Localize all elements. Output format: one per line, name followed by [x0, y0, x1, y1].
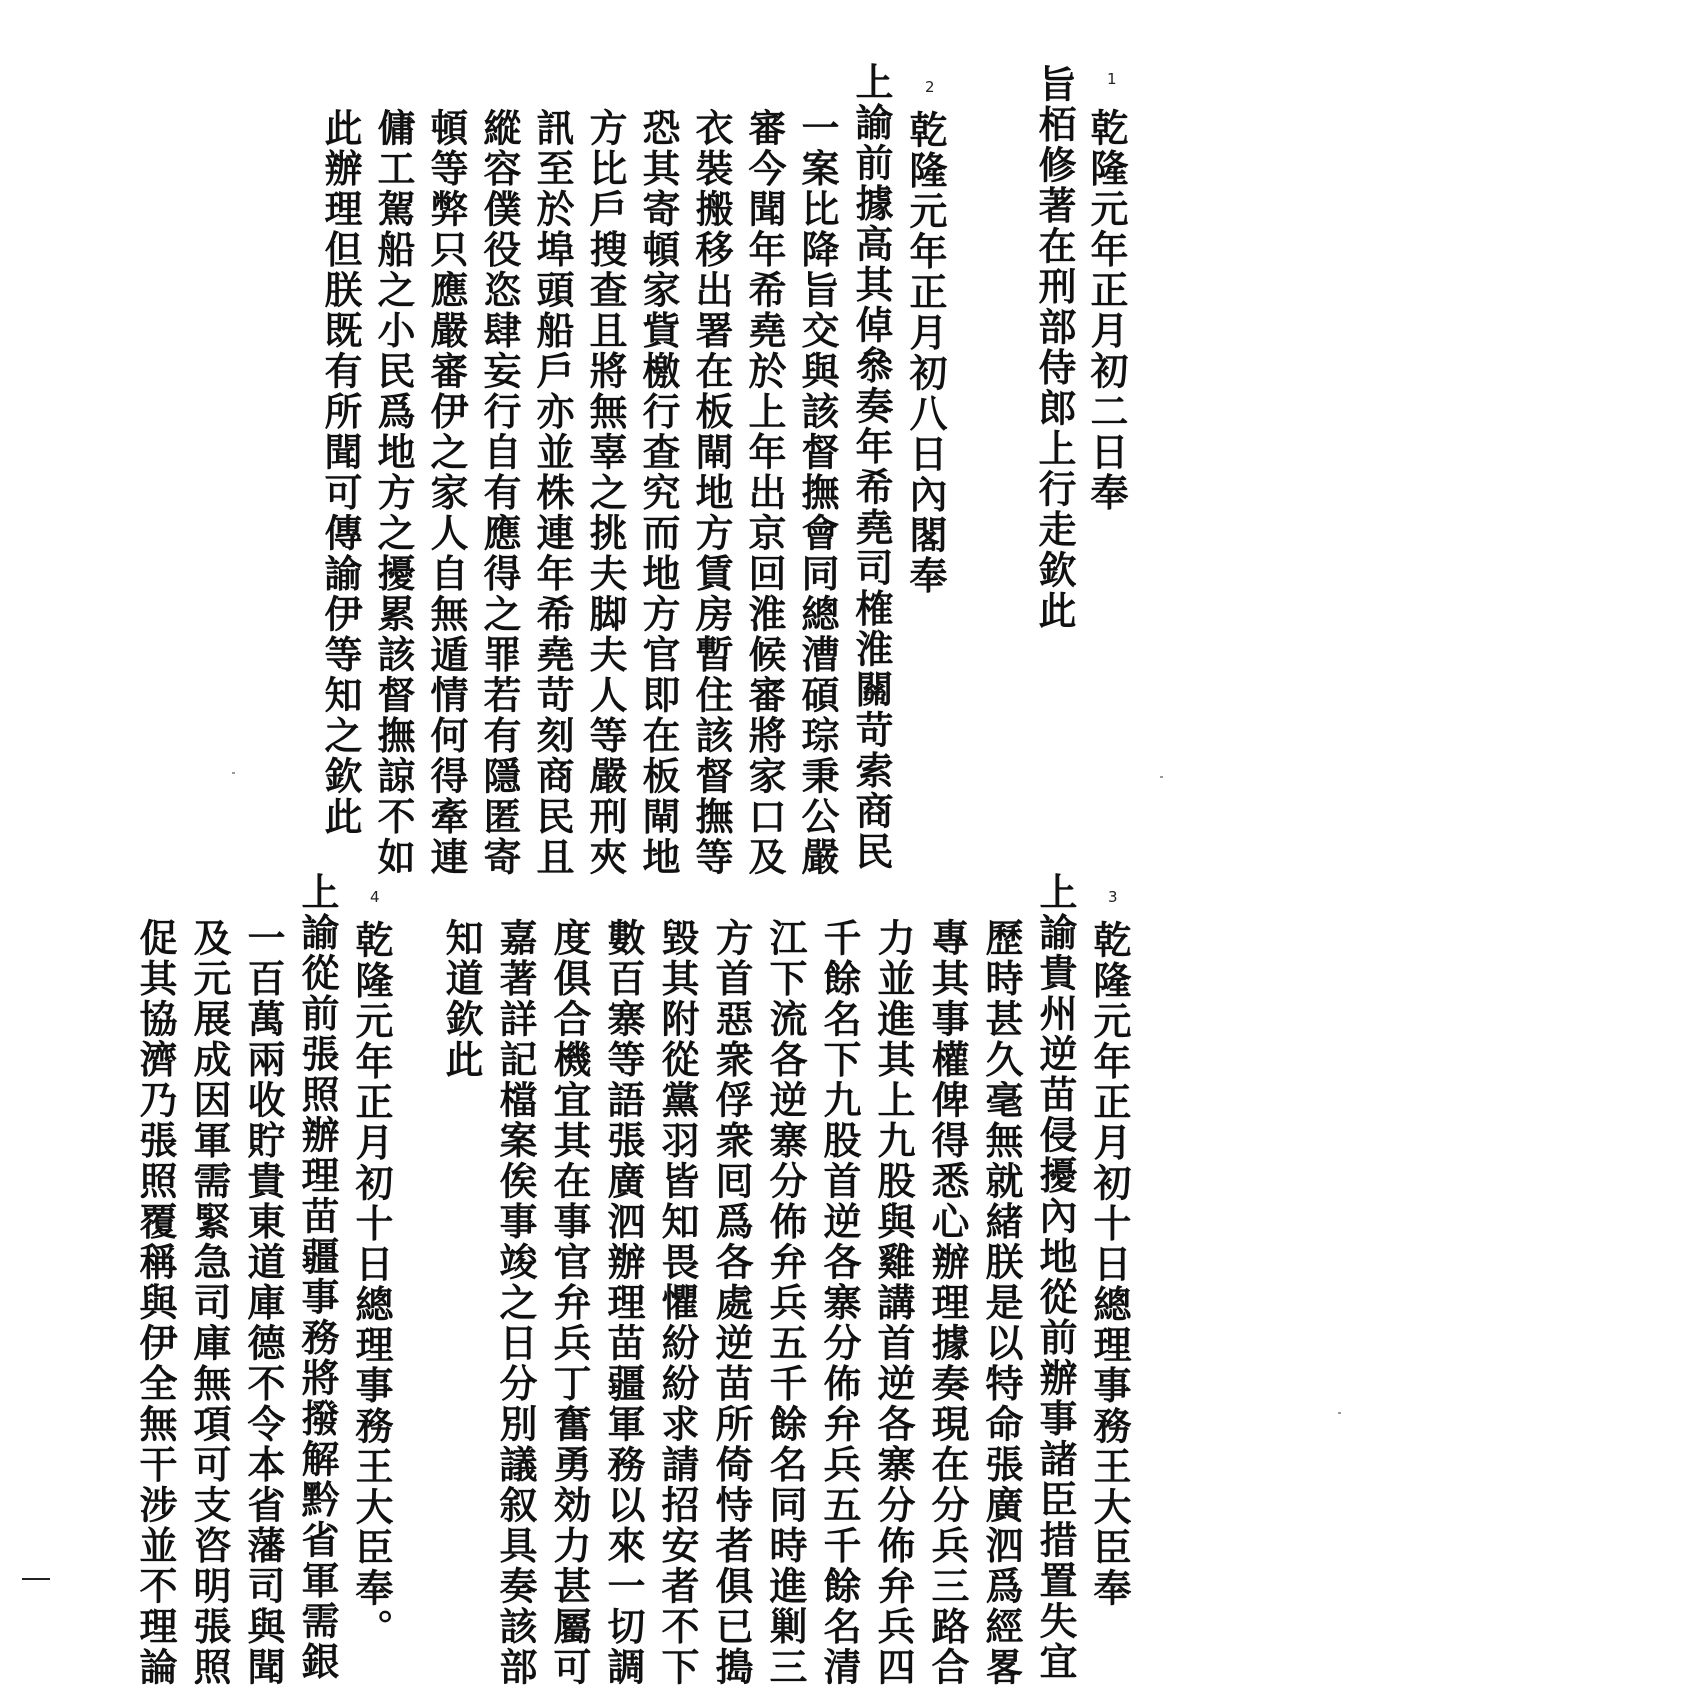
entry-number-4: 4 [370, 888, 380, 906]
entry-3-line-4: 專其事權俾得悉心辦理據奏現在分兵三路合 [925, 918, 970, 1688]
entry-4-line-1: 乾隆元年正月初十日總理事務王大臣奉。 [349, 920, 394, 1649]
entry-2-line-7: 方比戶搜查且將無辜之挑夫脚夫人等嚴刑夾 [583, 108, 628, 878]
entry-4-line-3: 一百萬兩收貯貴東道庫德不令本省藩司與聞 [241, 918, 286, 1688]
entry-3-line-6: 千餘名下九股首逆各寨分佈弁兵五千餘名清 [817, 918, 862, 1688]
entry-2-line-8: 訊至於埠頭船戶亦並株連年希堯苛刻商民且 [530, 108, 575, 878]
entry-3-line-1: 乾隆元年正月初十日總理事務王大臣奉 [1087, 920, 1132, 1609]
scan-speck [232, 772, 235, 774]
scan-speck [1160, 776, 1163, 778]
entry-4-line-4: 及元展成因軍需緊急司庫無項可支咨明張照 [187, 918, 232, 1688]
entry-number-3: 3 [1108, 888, 1118, 906]
entry-2-line-5: 衣裝搬移出署在板閘地方賃房暫住該督撫等 [689, 108, 734, 878]
entry-2-line-10: 頓等弊只應嚴審伊之家人自無遁情何得牽連 [424, 108, 469, 878]
scan-speck [1338, 1412, 1341, 1414]
entry-2-line-9: 縱容僕役恣肆妄行自有應得之罪若有隱匿寄 [477, 108, 522, 878]
scan-mark-dash [22, 1578, 50, 1580]
entry-2-line-12: 此辦理但朕既有所聞可傳諭伊等知之欽此 [318, 108, 363, 837]
entry-1-line-1: 乾隆元年正月初二日奉 [1084, 108, 1129, 513]
entry-2-line-4: 審今聞年希堯於上年出京回淮候審將家口及 [742, 108, 787, 878]
entry-3-line-5: 力並進其上九股與雞講首逆各寨分佈弁兵四 [871, 918, 916, 1688]
entry-3-line-7: 江下流各逆寨分佈弁兵五千餘名同時進剿三 [763, 918, 808, 1688]
entry-3-line-11: 度俱合機宜其在事官弁兵丁奮勇効力甚屬可 [547, 918, 592, 1688]
entry-2-line-3: 一案比降旨交與該督撫會同總漕碩琮秉公嚴 [795, 108, 840, 878]
entry-4-line-2: 上諭從前張照辦理苗疆事務將撥解黔省軍需銀 [295, 872, 340, 1682]
entry-3-line-9: 毀其附從黨羽皆知畏懼紛紛求請招安者不下 [655, 918, 700, 1688]
entry-number-1: 1 [1107, 70, 1117, 88]
entry-3-line-10: 數百寨等語張廣泗辦理苗疆軍務以來一切調 [601, 918, 646, 1688]
entry-3-line-3: 歷時甚久毫無就緒朕是以特命張廣泗爲經畧 [979, 918, 1024, 1688]
entry-3-line-2: 上諭貴州逆苗侵擾內地從前辦事諸臣措置失宜 [1033, 872, 1078, 1682]
entry-2-line-11: 傭工駕船之小民爲地方之擾累該督撫諒不如 [371, 108, 416, 878]
entry-2-line-6: 恐其寄頓家貲檄行查究而地方官即在板閘地 [636, 108, 681, 878]
entry-3-line-12: 嘉著詳記檔案俟事竣之日分別議叙具奏該部 [493, 918, 538, 1688]
entry-4-line-5: 促其協濟乃張照覆稱與伊全無干涉並不理論 [133, 918, 178, 1688]
entry-3-line-13: 知道欽此 [439, 918, 484, 1080]
entry-1-line-2: 旨栢修著在刑部侍郎上行走欽此 [1032, 64, 1077, 631]
entry-2-line-2: 上諭前據高其倬叅奏年希堯司榷淮關苛索商民 [849, 62, 894, 872]
entry-3-line-8: 方首惡衆俘衆囘爲各處逆苗所倚恃者俱已搗 [709, 918, 754, 1688]
entry-number-2: 2 [925, 78, 935, 96]
entry-2-line-1: 乾隆元年正月初八日內閣奉 [903, 110, 948, 596]
